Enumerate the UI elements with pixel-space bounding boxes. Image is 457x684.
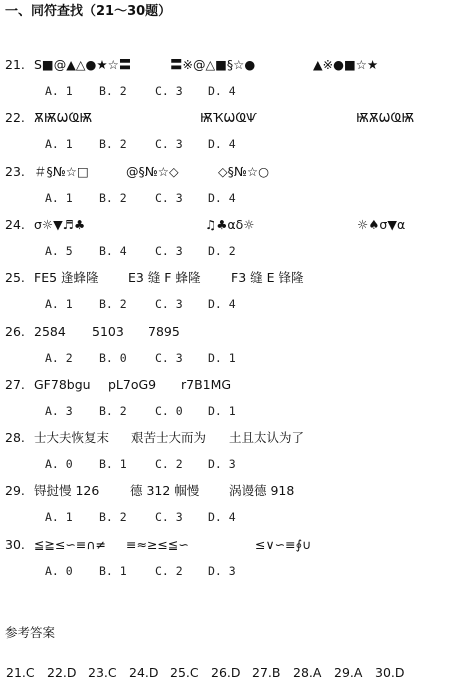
- answer-option: B. 2: [99, 297, 127, 311]
- answer-option: D. 3: [208, 457, 236, 471]
- answer-option: B. 1: [99, 564, 127, 578]
- answer-option: A. 2: [45, 351, 73, 365]
- symbol-group: 涡谩德 918: [229, 483, 295, 498]
- answer-item: 23.C: [88, 665, 117, 680]
- symbol-group: S■@▲△●★☆〓: [34, 57, 132, 72]
- section-title: 一、同符查找（21～30题）: [5, 4, 172, 19]
- answer-option: D. 4: [208, 84, 236, 98]
- symbol-group: FE5 逢蜂隆: [34, 270, 99, 285]
- answer-option: A. 1: [45, 191, 73, 205]
- answer-option: D. 1: [208, 404, 236, 418]
- answer-option: C. 3: [155, 510, 183, 524]
- symbol-group: 士大夫恢复末: [34, 430, 110, 445]
- answer-option: A. 1: [45, 510, 73, 524]
- answer-title: 参考答案: [5, 625, 56, 640]
- symbol-group: ≤∨∽≡∮∪: [255, 537, 312, 552]
- symbol-group: GF78bgu: [34, 377, 91, 392]
- answer-option: A. 1: [45, 137, 73, 151]
- answer-option: C. 3: [155, 244, 183, 258]
- answer-item: 22.D: [47, 665, 77, 680]
- question-number: 24.: [5, 217, 25, 232]
- answer-option: B. 2: [99, 404, 127, 418]
- question-number: 22.: [5, 110, 25, 125]
- answer-option: D. 2: [208, 244, 236, 258]
- symbol-group: ▲※●■☆★: [313, 57, 379, 72]
- answer-option: D. 4: [208, 137, 236, 151]
- question-number: 28.: [5, 430, 25, 445]
- answer-item: 26.D: [211, 665, 241, 680]
- answer-option: D. 4: [208, 510, 236, 524]
- question-number: 30.: [5, 537, 25, 552]
- answer-item: 24.D: [129, 665, 159, 680]
- question-number: 21.: [5, 57, 25, 72]
- symbol-group: 土且太认为了: [229, 430, 305, 445]
- question-number: 27.: [5, 377, 25, 392]
- symbol-group: ＃§№☆□: [34, 164, 89, 179]
- symbol-group: ≡≈≥≤≦∽: [126, 537, 189, 552]
- symbol-group: 2584: [34, 324, 66, 339]
- answer-item: 27.B: [252, 665, 281, 680]
- symbol-group: ѬҠѠҨѰ: [200, 110, 257, 125]
- answer-option: C. 3: [155, 297, 183, 311]
- symbol-group: 锝挝慢 126: [34, 483, 100, 498]
- answer-option: B. 2: [99, 137, 127, 151]
- question-number: 25.: [5, 270, 25, 285]
- answer-option: A. 3: [45, 404, 73, 418]
- symbol-group: F3 缝 E 锋隆: [231, 270, 304, 285]
- answer-option: B. 2: [99, 191, 127, 205]
- answer-option: D. 3: [208, 564, 236, 578]
- question-number: 26.: [5, 324, 25, 339]
- answer-option: A. 1: [45, 84, 73, 98]
- symbol-group: 7895: [148, 324, 180, 339]
- symbol-group: @§№☆◇: [126, 164, 179, 179]
- answer-option: A. 0: [45, 564, 73, 578]
- answer-option: D. 1: [208, 351, 236, 365]
- symbol-group: 艰苦士大而为: [131, 430, 207, 445]
- answer-item: 21.C: [6, 665, 35, 680]
- symbol-group: ☼♠σ▼α: [357, 217, 406, 232]
- answer-option: C. 3: [155, 191, 183, 205]
- symbol-group: ♫♣αδ☼: [205, 217, 255, 232]
- symbol-group: 5103: [92, 324, 124, 339]
- answer-option: D. 4: [208, 191, 236, 205]
- symbol-group: ѪѬѠҨѬ: [34, 110, 93, 125]
- answer-option: C. 3: [155, 351, 183, 365]
- answer-option: A. 1: [45, 297, 73, 311]
- answer-option: C. 3: [155, 84, 183, 98]
- answer-option: C. 2: [155, 457, 183, 471]
- symbol-group: σ☼▼♬♣: [34, 217, 86, 232]
- answer-option: A. 5: [45, 244, 73, 258]
- symbol-group: r7B1MG: [181, 377, 232, 392]
- answer-option: D. 4: [208, 297, 236, 311]
- symbol-group: pL7oG9: [108, 377, 157, 392]
- symbol-group: E3 缝 F 蜂隆: [128, 270, 201, 285]
- answer-item: 25.C: [170, 665, 199, 680]
- answer-option: C. 2: [155, 564, 183, 578]
- symbol-group: 〓※@△■§☆●: [170, 57, 256, 72]
- answer-option: C. 3: [155, 137, 183, 151]
- question-number: 23.: [5, 164, 25, 179]
- answer-item: 29.A: [334, 665, 363, 680]
- symbol-group: ◇§№☆○: [218, 164, 269, 179]
- answer-option: B. 2: [99, 84, 127, 98]
- answer-option: A. 0: [45, 457, 73, 471]
- answer-item: 28.A: [293, 665, 322, 680]
- answer-option: B. 4: [99, 244, 127, 258]
- symbol-group: ѬѪѠҨѬ: [356, 110, 415, 125]
- symbol-group: ≦≧≤∽≡∩≠: [34, 537, 106, 552]
- answer-item: 30.D: [375, 665, 405, 680]
- question-number: 29.: [5, 483, 25, 498]
- answer-option: C. 0: [155, 404, 183, 418]
- symbol-group: 德 312 帼慢: [130, 483, 200, 498]
- answer-option: B. 1: [99, 457, 127, 471]
- answer-option: B. 0: [99, 351, 127, 365]
- answer-option: B. 2: [99, 510, 127, 524]
